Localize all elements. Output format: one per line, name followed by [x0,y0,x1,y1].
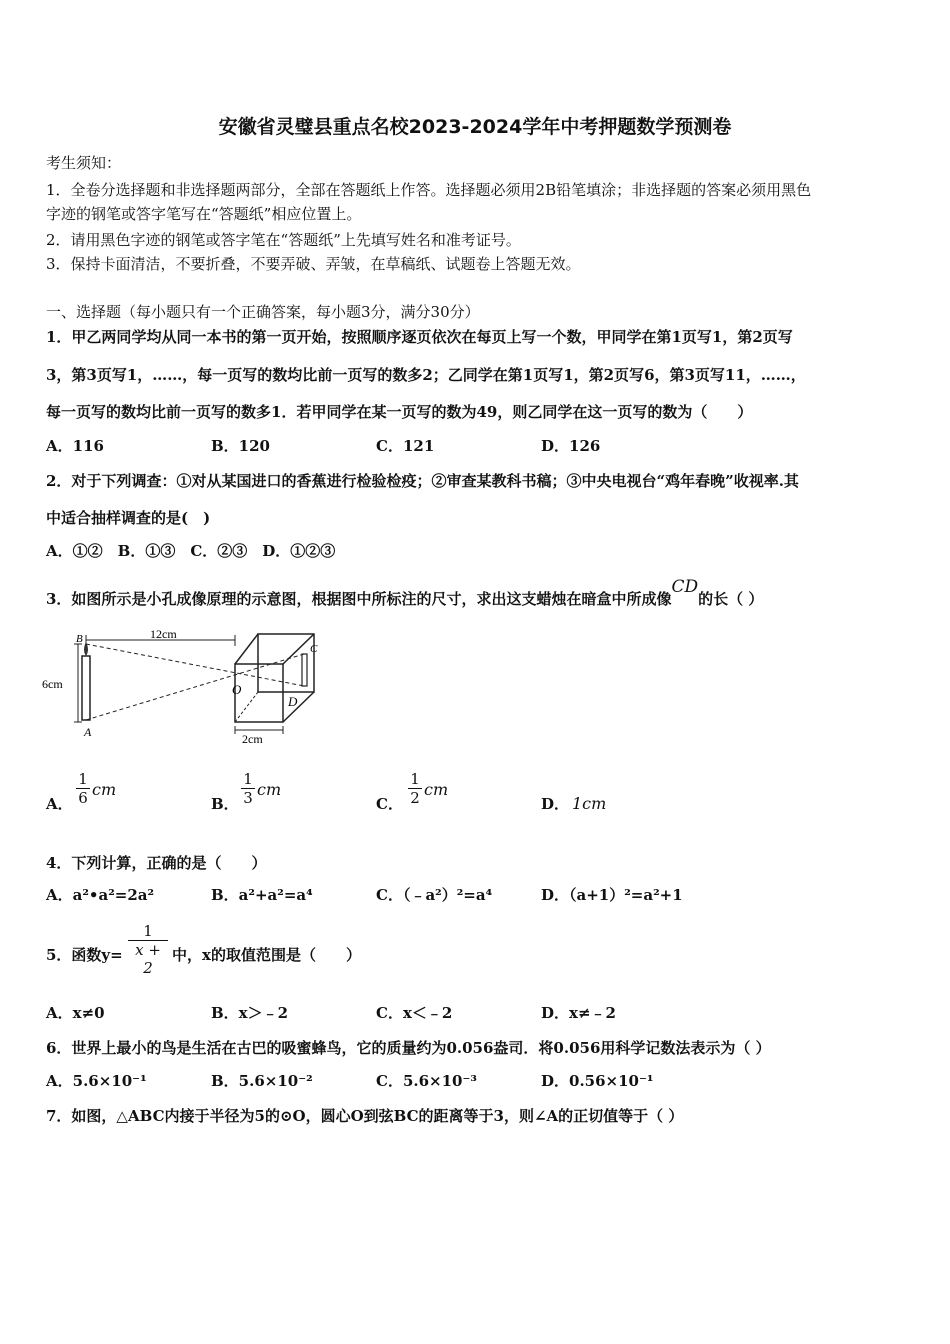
pinhole-diagram [40,626,330,746]
label-c: C [310,643,318,655]
label-a: A [84,725,92,739]
q6-option-c: C．5.6×10⁻³ [376,1072,477,1090]
q4-option-a: A．a²•a²=2a² [46,886,155,904]
q5-prefix: 5．函数y= [46,946,123,964]
q6-option-a: A．5.6×10⁻¹ [46,1072,147,1090]
q6-option-b: B．5.6×10⁻² [211,1072,313,1090]
q3-cd-symbol: CD [671,577,699,597]
q4-option-d: D．（a+1）²=a²+1 [541,886,683,904]
notice-line-1a: 1．全卷分选择题和非选择题两部分，全部在答题纸上作答。选择题必须用2B铅笔填涂；非选择题的答案必须用黑色 [46,181,812,199]
label-6cm: 6cm [42,677,63,691]
q3-option-d-label: D． [541,795,570,813]
q5-denominator: x + 2 [128,940,168,977]
q1-option-a: A．116 [46,437,104,455]
q1-line-3: 每一页写的数均比前一页写的数多1．若甲同学在某一页写的数为49，则乙同学在这一页写的数为（ ） [46,403,753,421]
q6-text: 6．世界上最小的鸟是生活在古巴的吸蜜蜂鸟，它的质量约为0.056盎司．将0.056用科学记数法表示为（ ） [46,1039,771,1057]
q3-option-a-num: 1 [78,770,88,788]
label-d: D [288,694,298,709]
q1-option-d: D．126 [541,437,601,455]
q1-option-c: C．121 [376,437,435,455]
q7-text: 7．如图，△ABC内接于半径为5的⊙O，圆心O到弦BC的距离等于3，则∠A的正切值等于（ ） [46,1107,684,1125]
q1-line-1: 1．甲乙两同学均从同一本书的第一页开始，按照顺序逐页依次在每页上写一个数，甲同学在第1页写1，第2页写 [46,328,793,346]
q5-numerator: 1 [143,922,153,940]
q3-option-c-fraction [408,770,422,807]
q5-option-c: C．x＜﹣2 [376,1004,453,1022]
label-12cm: 12cm [150,627,177,641]
notice-line-3: 3．保持卡面清洁，不要折叠，不要弄破、弄皱，在草稿纸、试题卷上答题无效。 [46,255,581,273]
q3-option-b-num: 1 [243,770,253,788]
label-o: O [232,682,242,697]
q3-option-b-label: B． [211,795,239,813]
q3-option-a-den: 6 [76,788,90,807]
q3-option-d-value: 1cm [572,794,607,813]
q2-line-1: 2．对于下列调查：①对从某国进口的香蕉进行检验检疫；②审查某教科书稿；③中央电视台“鸡年春晚”收视率.其 [46,472,799,490]
q4-option-c: C．（﹣a²）²=a⁴ [376,886,493,904]
q2-options: A．①② B．①③ C．②③ D．①②③ [46,542,336,560]
q3-text [46,577,764,609]
q4-option-b: B．a²+a²=a⁴ [211,886,313,904]
q3-option-b-fraction [241,770,255,807]
q5-suffix: 中，x的取值范围是（ ） [172,946,361,964]
label-b: B [76,633,83,645]
q2-line-2: 中适合抽样调查的是( ) [46,509,211,527]
q3-option-c-den: 2 [408,788,422,807]
q3-option-c-unit: cm [424,780,449,799]
label-2cm: 2cm [242,732,263,746]
q6-option-d: D．0.56×10⁻¹ [541,1072,654,1090]
q3-option-b-unit: cm [257,780,282,799]
q3-option-c-num: 1 [410,770,420,788]
page-title: 安徽省灵璧县重点名校2023-2024学年中考押题数学预测卷 [218,116,732,138]
section-heading: 一、选择题（每小题只有一个正确答案，每小题3分，满分30分） [46,303,480,321]
q5-option-a: A．x≠0 [46,1004,105,1022]
q3-option-a-fraction [76,770,90,807]
q3-text-main: 3．如图所示是小孔成像原理的示意图，根据图中所标注的尺寸，求出这支蜡烛在暗盒中所成像 [46,590,672,608]
q3-option-c-label: C． [376,795,403,813]
q5-option-b: B．x＞﹣2 [211,1004,289,1022]
notice-heading: 考生须知： [46,154,122,172]
q3-option-a-label: A． [46,795,73,813]
q4-text: 4．下列计算，正确的是（ ） [46,854,267,872]
q5-fraction [128,922,168,977]
notice-line-2: 2．请用黑色字迹的钢笔或答字笔在“答题纸”上先填写姓名和准考证号。 [46,231,521,249]
q1-option-b: B．120 [211,437,270,455]
q1-line-2: 3，第3页写1，……，每一页写的数均比前一页写的数多2；乙同学在第1页写1，第2页写6，第3页写11，……， [46,366,806,384]
q3-option-b-den: 3 [241,788,255,807]
notice-line-1b: 字迹的钢笔或答字笔写在“答题纸”相应位置上。 [46,205,362,223]
q3-option-a-unit: cm [92,780,117,799]
q5-option-d: D．x≠﹣2 [541,1004,616,1022]
q3-text-tail: 的长（ ） [698,590,764,608]
